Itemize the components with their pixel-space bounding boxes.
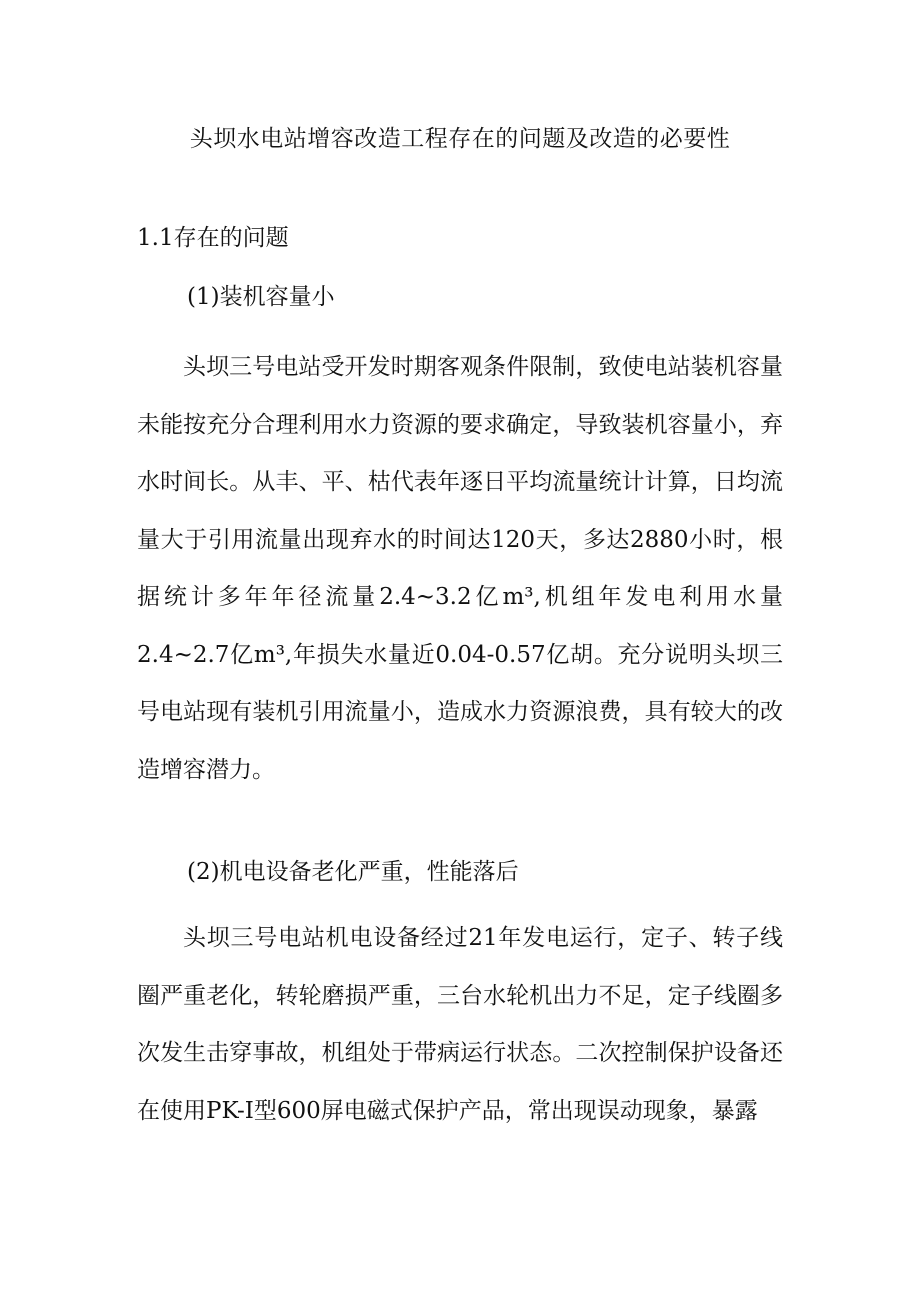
document-title: 头坝水电站增容改造工程存在的问题及改造的必要性	[189, 126, 731, 152]
subsection-heading-2: (2)机电设备老化严重，性能落后	[187, 859, 519, 885]
subsection-paragraph-1: 头坝三号电站受开发时期客观条件限制，致使电站装机容量未能按充分合理利用水力资源的要求确定，导致装机容量小，弃水时间长。从丰、平、枯代表年逐日平均流量统计计算，日均流量大于引用流量出现弃水的时间达120天，多达2880小时，根据统计多年年径流量2.4~3.2亿m³,机组年发电利用水量2.4~2.7亿m³,年损失水量近0.04-0.57亿胡。充分说明头坝三号电站现有装机引用流量小，造成水力资源浪费，具有较大的改造增容潜力。	[137, 354, 783, 783]
subsection-paragraph-2: 头坝三号电站机电设备经过21年发电运行，定子、转子线圈严重老化，转轮磨损严重，三台水轮机出力不足，定子线圈多次发生击穿事故，机组处于带病运行状态。二次控制保护设备还在使用PK-I型600屏电磁式保护产品，常出现误动现象，暴露	[137, 925, 783, 1124]
subsection-heading-1: (1)装机容量小	[187, 284, 335, 310]
section-heading: 1.1存在的问题	[137, 225, 289, 251]
